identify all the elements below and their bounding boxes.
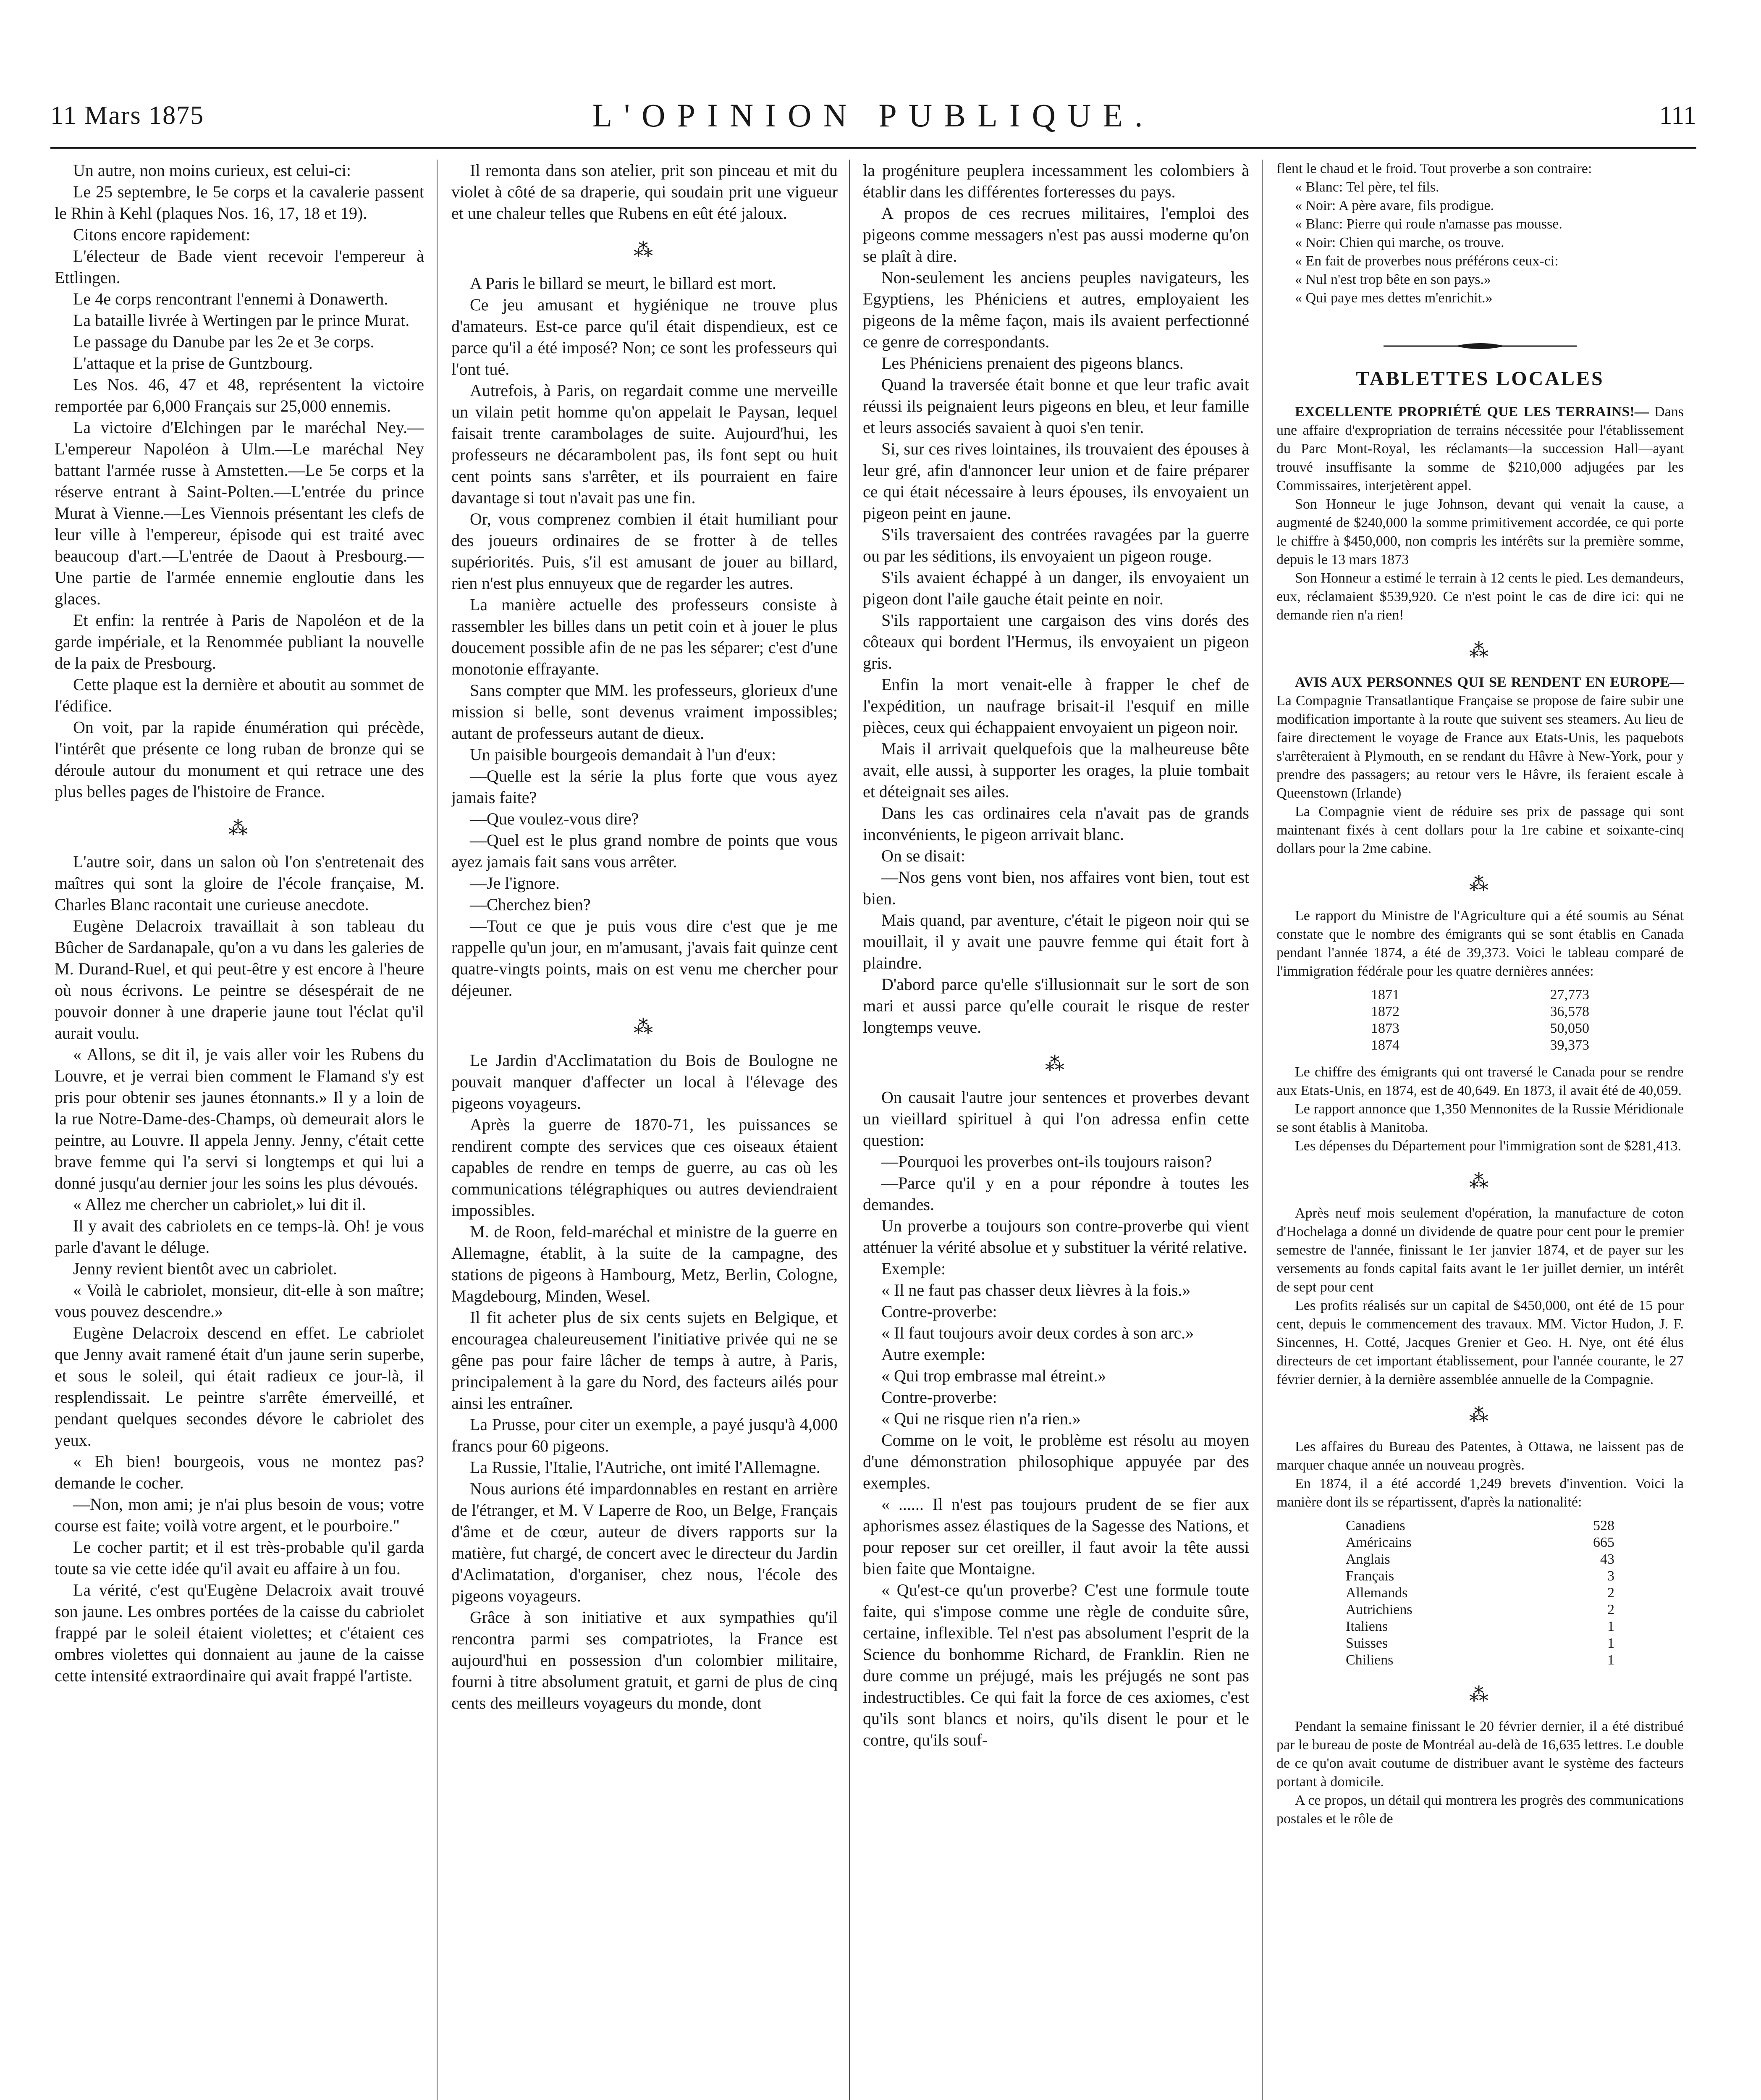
item-text: La Compagnie Transatlantique Française se propose de faire subir une modification importante à la route que suivent ses steamers. Au lieu de faire directement le voyage de France aux Etats-Unis, les paquebots s'arrêteraient à Plymouth, en se rendant du Hâvre à New-York, pour y prendre des passagers; au retour vers le Hâvre, ils feraient escale à Queenstown (Irlande) bbox=[1276, 693, 1684, 801]
asterism-separator: ⁂ bbox=[1045, 1053, 1067, 1074]
paragraph: Un paisible bourgeois demandait à l'un d'eux: bbox=[470, 745, 776, 764]
table-cell-value: 3 bbox=[1607, 1568, 1614, 1584]
table-cell-value: 50,050 bbox=[1550, 1021, 1589, 1036]
proverb-line: « Nul n'est trop bête en son pays.» bbox=[1295, 272, 1491, 287]
paragraph: Les dépenses du Département pour l'immigration sont de $281,413. bbox=[1295, 1138, 1682, 1154]
table-row bbox=[1346, 1635, 1614, 1652]
tablettes-emigration bbox=[1276, 907, 1684, 1155]
paragraph: « Il faut toujours avoir deux cordes à son arc.» bbox=[881, 1323, 1194, 1342]
table-row bbox=[1346, 1551, 1614, 1568]
proverb-line: « Blanc: Tel père, tel fils. bbox=[1295, 179, 1439, 195]
paragraph: D'abord parce qu'elle s'illusionnait sur le sort de son mari et aussi parce qu'elle courait le risque de rester longtemps veuve. bbox=[863, 975, 1249, 1037]
proverbes-article bbox=[863, 1087, 1249, 1751]
paragraph: L'attaque et la prise de Guntzbourg. bbox=[73, 354, 313, 373]
paragraph: Sans compter que MM. les professeurs, glorieux d'une mission si belle, sont devenus vraiment impossibles; autant de professeurs autant de dieux. bbox=[451, 681, 838, 743]
table-cell-label: Chiliens bbox=[1346, 1652, 1394, 1668]
paragraph: Après la guerre de 1870-71, les puissances se rendirent compte des services que ces oiseaux étaient capables de rendre en temps de guerre, au cas où les communications télégraphiques ou autres deviendraient impossibles. bbox=[451, 1115, 838, 1220]
paragraph: Contre-proverbe: bbox=[881, 1302, 997, 1321]
table-cell-label: Français bbox=[1346, 1568, 1394, 1584]
paragraph: —Pourquoi les proverbes ont-ils toujours raison? bbox=[881, 1152, 1212, 1171]
paragraph: Le rapport du Ministre de l'Agriculture qui a été soumis au Sénat constate que le nombre des émigrants qui se sont établis en Canada pendant l'année 1874, a été de 39,373. Voici le tableau comparé de l'immigration fédérale pour les quatre dernières années: bbox=[1276, 908, 1684, 979]
paragraph: Autrefois, à Paris, on regardait comme une merveille un vilain petit homme qu'on appelait le Paysan, lequel faisait trente carambolages de suite. Aujourd'hui, les professeurs ne décarambolent pas, ils font sept ou huit cent points sans s'arrêter, et ils pourraient en faire davantage si tout n'avait pas une fin. bbox=[451, 381, 838, 507]
paragraph: Contre-proverbe: bbox=[881, 1388, 997, 1407]
table-cell-year: 1873 bbox=[1371, 1021, 1399, 1036]
table-cell-year: 1874 bbox=[1371, 1037, 1399, 1053]
item-lead: EXCELLENTE PROPRIÉTÉ QUE LES TERRAINS!— bbox=[1295, 404, 1649, 420]
paragraph: Son Honneur a estimé le terrain à 12 cents le pied. Les demandeurs, eux, réclamaient $539,920. Ce n'est point le cas de dire ici: qui ne demande rien n'a rien! bbox=[1276, 570, 1684, 623]
table-row bbox=[1371, 1003, 1589, 1020]
asterism-separator: ⁂ bbox=[1469, 1684, 1491, 1705]
table-cell-value: 36,578 bbox=[1550, 1004, 1589, 1019]
paragraph: Or, vous comprenez combien il était humiliant pour des joueurs ordinaires de se frotter à de telles supériorités. Puis, s'il est amusant de jouer au billard, rien n'est plus ennuyeux que de regarder les autres. bbox=[451, 509, 838, 593]
paragraph: « ...... Il n'est pas toujours prudent de se fier aux aphorismes assez élastiques de la Sagesse des Nations, et pour reposer sur cet oreiller, il faut avoir la tête aussi bien faite que Montaigne. bbox=[863, 1495, 1249, 1578]
tablettes-hochelaga bbox=[1276, 1204, 1684, 1389]
asterism-separator: ⁂ bbox=[1469, 640, 1491, 661]
paragraph: S'ils rapportaient une cargaison des vins dorés des côteaux qui bordent l'Hermus, ils envoyaient un pigeon gris. bbox=[863, 611, 1249, 672]
table-cell-year: 1872 bbox=[1371, 1004, 1399, 1019]
table-cell-value: 665 bbox=[1593, 1535, 1614, 1550]
table-row bbox=[1346, 1618, 1614, 1635]
paragraph: La victoire d'Elchingen par le maréchal Ney.—L'empereur Napoléon à Ulm.—Le maréchal Ney battant l'armée russe à Amstetten.—Le 5e corps et la réserve entrant à Saint-Polten.—L'entrée du prince Murat à Vienne.—Les Viennois présentant les clefs de leur ville à l'empereur, épisode qui est traité avec beaucoup d'art.—L'entrée de Daout à Presbourg.—Une partie de l'armée ennemie engloutie dans les glaces. bbox=[55, 418, 424, 608]
paragraph: Citons encore rapidement: bbox=[73, 225, 251, 244]
section-title: TABLETTES LOCALES bbox=[1356, 368, 1604, 390]
column-3 bbox=[863, 160, 1249, 2100]
table-row bbox=[1346, 1652, 1614, 1669]
asterism-separator: ⁂ bbox=[1469, 873, 1491, 895]
table-cell-value: 43 bbox=[1600, 1551, 1614, 1567]
item-text: Dans une affaire d'expropriation de terrains nécessitée pour l'établissement du Parc Mont-Royal, les réclamants—la succession Hall—ayant trouvé insuffisante la somme de $210,000 adjugées par les Commissaires, interjetèrent appel. bbox=[1276, 404, 1684, 494]
paragraph: Quand la traversée était bonne et que leur trafic avait réussi ils peignaient leurs pigeons en bleu, et leur famille et leurs associés savaient à quoi s'en tenir. bbox=[863, 375, 1249, 437]
paragraph: La Russie, l'Italie, l'Autriche, ont imité l'Allemagne. bbox=[470, 1458, 820, 1477]
paragraph: M. de Roon, feld-maréchal et ministre de la guerre en Allemagne, établit, à la suite de la campagne, des stations de pigeons à Hambourg, Metz, Berlin, Cologne, Magdebourg, Minden, Wesel. bbox=[451, 1222, 838, 1305]
paragraph: « Allez me chercher un cabriolet,» lui dit il. bbox=[73, 1195, 366, 1214]
newspaper-title: L'OPINION PUBLIQUE. bbox=[592, 97, 1155, 134]
table-cell-value: 2 bbox=[1607, 1602, 1614, 1617]
table-row bbox=[1371, 1037, 1589, 1054]
paragraph: Il y avait des cabriolets en ce temps-là. Oh! je vous parle d'avant le déluge. bbox=[55, 1216, 424, 1257]
table-cell-year: 1871 bbox=[1371, 987, 1399, 1003]
paragraph: L'électeur de Bade vient recevoir l'empereur à Ettlingen. bbox=[55, 247, 424, 287]
table-cell-label: Italiens bbox=[1346, 1619, 1388, 1634]
paragraph: A ce propos, un détail qui montrera les progrès des communications postales et le rôle de bbox=[1276, 1793, 1684, 1827]
proverb-line: « En fait de proverbes nous préférons ceux-ci: bbox=[1295, 253, 1559, 269]
paragraph: Eugène Delacroix descend en effet. Le cabriolet que Jenny avait ramené était d'un jaune serin superbe, et sous le soleil, qui était radieux ce jour-là, il resplendissait. Le peintre s'arrête émerveillé, et pendant quelques secondes dévore le cabriolet des yeux. bbox=[55, 1323, 424, 1449]
paragraph: « Qu'est-ce qu'un proverbe? C'est une formule toute faite, qui s'impose comme une règle de conduite sûre, certaine, inflexible. Tel n'est pas absolument l'esprit de la Science du bonhomme Richard, de Franklin. Rien ne dure comme un préjugé, mais les préjugés ne sont pas indestructibles. Ce qui fait la force de ces axiomes, c'est qu'ils sont blancs et noirs, qu'ils disent le pour et le contre, qu'ils souf- bbox=[863, 1580, 1249, 1749]
table-cell-value: 528 bbox=[1593, 1518, 1614, 1533]
paragraph: Comme on le voit, le problème est résolu au moyen d'une démonstration philosophique appuyée par des exemples. bbox=[863, 1431, 1249, 1492]
masthead bbox=[50, 88, 1696, 151]
tablettes-poste bbox=[1276, 1717, 1684, 1828]
item-lead: AVIS AUX PERSONNES QUI SE RENDENT EN EUROPE— bbox=[1295, 675, 1684, 690]
table-cell-label: Autrichiens bbox=[1346, 1602, 1412, 1617]
paragraph: Le 25 septembre, le 5e corps et la cavalerie passent le Rhin à Kehl (plaques Nos. 16, 17, 18 et 19). bbox=[55, 182, 424, 223]
column-1 bbox=[55, 160, 424, 2100]
table-cell-value: 1 bbox=[1607, 1635, 1614, 1651]
paragraph: A Paris le billard se meurt, le billard est mort. bbox=[470, 274, 776, 293]
tablettes-europe bbox=[1276, 673, 1684, 858]
paragraph: Grâce à son initiative et aux sympathies qu'il rencontra parmi ses compatriotes, la France est aujourd'hui en possession d'un colombier militaire, fourni à titre absolument gratuit, et garni de plus de cinq cents des meilleurs voyageurs du monde, dont bbox=[451, 1608, 838, 1712]
paragraph: —Tout ce que je puis vous dire c'est que je me rappelle qu'un jour, en m'amusant, j'avais fait quinze cent quatre-vingts points, mais on est venu me chercher pour déjeuner. bbox=[451, 916, 838, 1000]
table-cell-value: 27,773 bbox=[1550, 987, 1589, 1003]
paragraph: Jenny revient bientôt avec un cabriolet. bbox=[73, 1259, 337, 1278]
asterism-separator: ⁂ bbox=[1469, 1171, 1491, 1192]
table-cell-label: Allemands bbox=[1346, 1585, 1408, 1601]
column-2 bbox=[451, 160, 838, 2100]
paragraph: La Prusse, pour citer un exemple, a payé jusqu'à 4,000 francs pour 60 pigeons. bbox=[451, 1415, 838, 1455]
table-cell-value: 1 bbox=[1607, 1652, 1614, 1668]
issue-date: 11 Mars 1875 bbox=[50, 101, 204, 130]
paragraph: S'ils traversaient des contrées ravagées par la guerre ou par les séditions, ils envoyaient un pigeon rouge. bbox=[863, 525, 1249, 565]
table-cell-value: 2 bbox=[1607, 1585, 1614, 1601]
paragraph: —Que voulez-vous dire? bbox=[470, 809, 639, 828]
ornamental-rule bbox=[1384, 341, 1577, 351]
proverb-line: « Qui paye mes dettes m'enrichit.» bbox=[1295, 290, 1493, 306]
table-cell-value: 39,373 bbox=[1550, 1037, 1589, 1053]
paragraph: Un proverbe a toujours son contre-proverbe qui vient atténuer la vérité absolue et y substituer la vérité relative. bbox=[863, 1216, 1249, 1257]
paragraph: Le chiffre des émigrants qui ont traversé le Canada pour se rendre aux Etats-Unis, en 1874, est de 40,649. En 1873, il avait été de 40,059. bbox=[1276, 1064, 1684, 1098]
paragraph: Exemple: bbox=[881, 1259, 946, 1278]
paragraph: flent le chaud et le froid. Tout proverbe a son contraire: bbox=[1276, 161, 1592, 176]
paragraph: « Qui ne risque rien n'a rien.» bbox=[881, 1409, 1081, 1428]
paragraph: Mais il arrivait quelquefois que la malheureuse bête avait, elle aussi, à supporter les orages, la pluie tombait et déteignait ses ailes. bbox=[863, 739, 1249, 801]
paragraph: —Non, mon ami; je n'ai plus besoin de vous; votre course est faite; voilà votre argent, et le pourboire." bbox=[55, 1495, 424, 1535]
masthead-rule bbox=[50, 147, 1696, 149]
paragraph: La Compagnie vient de réduire ses prix de passage qui sont maintenant fixés à cent dollars pour la 1re cabine et soixante-cinq dollars pour la 2me cabine. bbox=[1276, 804, 1684, 856]
proverbes-continued bbox=[1276, 160, 1684, 307]
paragraph: Son Honneur le juge Johnson, devant qui venait la cause, a augmenté de $240,000 la somme primitivement accordée, ce qui porte le chiffre à $450,000, non compris les intérêts sur la première somme, depuis le 13 mars 1873 bbox=[1276, 496, 1684, 567]
paragraph: On se disait: bbox=[881, 846, 965, 865]
table-row bbox=[1371, 987, 1589, 1003]
paragraph: A propos de ces recrues militaires, l'emploi des pigeons comme messagers n'est pas aussi moderne qu'on se plaît à dire. bbox=[863, 204, 1249, 265]
paragraph: « Qui trop embrasse mal étreint.» bbox=[881, 1366, 1106, 1385]
paragraph: « Allons, se dit il, je vais aller voir les Rubens du Louvre, et je verrai bien comment le Flamand s'y est pris pour obtenir ses jaunes étonnants.» Il y a loin de la rue Notre-Dame-des-Champs, où demeurait alors le peintre, au Louvre. Il appela Jenny. Jenny, c'était cette brave femme qui l'a servi si longtemps et qui lui a donné jusqu'au dernier jour les soins les plus dévoués. bbox=[55, 1045, 424, 1192]
paragraph: Le passage du Danube par les 2e et 3e corps. bbox=[73, 332, 375, 351]
paragraph: Enfin la mort venait-elle à frapper le chef de l'expédition, un naufrage brisait-il l'esquif en mille pièces, ceux qui échappaient envoyaient un pigeon noir. bbox=[863, 675, 1249, 737]
paragraph: Autre exemple: bbox=[881, 1345, 985, 1364]
emigration-table bbox=[1371, 987, 1589, 1054]
paragraph: Pendant la semaine finissant le 20 février dernier, il a été distribué par le bureau de poste de Montréal au-delà de 16,635 lettres. Le double de ce qu'on avait coutume de distribuer avant le système des facteurs portant à domicile. bbox=[1276, 1719, 1684, 1790]
paragraph: La manière actuelle des professeurs consiste à rassembler les billes dans un petit coin et à jouer le plus doucement possible afin de ne pas les séparer; c'est d'une monotonie effrayante. bbox=[451, 595, 838, 678]
column1-article-a bbox=[55, 160, 424, 802]
proverb-line: « Noir: A père avare, fils prodigue. bbox=[1295, 198, 1494, 213]
paragraph: Les affaires du Bureau des Patentes, à Ottawa, ne laissent pas de marquer chaque année un nouveau progrès. bbox=[1276, 1439, 1684, 1473]
paragraph: Dans les cas ordinaires cela n'avait pas de grands inconvénients, le pigeon arrivait blanc. bbox=[863, 803, 1249, 844]
paragraph: Le 4e corps rencontrant l'ennemi à Donawerth. bbox=[73, 289, 388, 308]
table-cell-label: Anglais bbox=[1346, 1551, 1390, 1567]
paragraph: —Nos gens vont bien, nos affaires vont bien, tout est bien. bbox=[863, 868, 1249, 908]
table-row bbox=[1346, 1601, 1614, 1618]
table-row bbox=[1371, 1020, 1589, 1037]
pigeons-article bbox=[451, 1050, 838, 1714]
paragraph: « Il ne faut pas chasser deux lièvres à la fois.» bbox=[881, 1281, 1191, 1299]
paragraph: Eugène Delacroix travaillait à son tableau du Bûcher de Sardanapale, qu'on a vu dans les galeries de M. Durand-Ruel, et qui peut-être y est encore à l'heure où nous écrivons. Le peintre se désespérait de ne pouvoir donner à une draperie jaune tout l'éclat qu'il aurait voulu. bbox=[55, 916, 424, 1042]
pigeons-continued bbox=[863, 160, 1249, 1038]
tablettes-brevets bbox=[1276, 1438, 1684, 1669]
paragraph: Mais quand, par aventure, c'était le pigeon noir qui se mouillait, il y avait une pauvre femme qui était fort à plaindre. bbox=[863, 911, 1249, 972]
paragraph: —Parce qu'il y en a pour répondre à toutes les demandes. bbox=[863, 1173, 1249, 1214]
page-number: 111 bbox=[1659, 101, 1696, 130]
paragraph: la progéniture peuplera incessamment les colombiers à établir dans les différentes forteresses du pays. bbox=[863, 161, 1249, 201]
paragraph: Non-seulement les anciens peuples navigateurs, les Egyptiens, les Phéniciens et autres, employaient les pigeons de la même façon, mais ils avaient perfectionné ce genre de correspondants. bbox=[863, 268, 1249, 351]
proverb-line: « Blanc: Pierre qui roule n'amasse pas mousse. bbox=[1295, 216, 1562, 232]
paragraph: Ce jeu amusant et hygiénique ne trouve plus d'amateurs. Est-ce parce qu'il était dispendieux, est ce parce qu'il a été imposé? Non; ce sont les professeurs qui l'ont tué. bbox=[451, 295, 838, 378]
table-cell-value: 1 bbox=[1607, 1619, 1614, 1634]
table-cell-label: Suisses bbox=[1346, 1635, 1388, 1651]
paragraph: Après neuf mois seulement d'opération, la manufacture de coton d'Hochelaga a donné un dividende de quatre pour cent pour le premier semestre de l'année, finissant le 1er janvier 1874, et de payer sur les versements au fonds capital faits avant le 1er juillet dernier, un intérêt de sept pour cent bbox=[1276, 1205, 1684, 1295]
billard-article bbox=[451, 273, 838, 1001]
paragraph: S'ils avaient échappé à un danger, ils envoyaient un pigeon dont l'aile gauche était peinte en noir. bbox=[863, 568, 1249, 608]
paragraph: Les Phéniciens prenaient des pigeons blancs. bbox=[881, 354, 1184, 373]
paragraph: Si, sur ces rives lointaines, ils trouvaient des épouses à leur gré, afin d'annoncer leur union et de faire préparer ce qui était nécessaire à leurs épouses, ils envoyaient un pigeon peint en jaune. bbox=[863, 439, 1249, 522]
paragraph: « Eh bien! bourgeois, vous ne montez pas? demande le cocher. bbox=[55, 1452, 424, 1492]
column-divider bbox=[437, 160, 438, 2100]
paragraph: —Je l'ignore. bbox=[470, 874, 560, 892]
column-divider bbox=[1262, 160, 1263, 2100]
paragraph: On voit, par la rapide énumération qui précède, l'intérêt que présente ce long ruban de bronze qui se déroule autour du monument et qui retrace une des plus belles pages de l'histoire de France. bbox=[55, 718, 424, 801]
table-row bbox=[1346, 1517, 1614, 1534]
paragraph: —Cherchez bien? bbox=[470, 895, 591, 914]
paragraph: Un autre, non moins curieux, est celui-ci: bbox=[73, 161, 351, 180]
paragraph: Les Nos. 46, 47 et 48, représentent la victoire remportée par 6,000 Français sur 25,000 ennemis. bbox=[55, 375, 424, 415]
tablettes-propriete bbox=[1276, 403, 1684, 625]
paragraph: Le rapport annonce que 1,350 Mennonites de la Russie Méridionale se sont établis à Manitoba. bbox=[1276, 1101, 1684, 1135]
column-divider bbox=[849, 160, 850, 2100]
brevets-table bbox=[1346, 1517, 1614, 1669]
paragraph: On causait l'autre jour sentences et proverbes devant un vieillard spirituel à qui l'on adressa enfin cette question: bbox=[863, 1088, 1249, 1150]
paragraph: La vérité, c'est qu'Eugène Delacroix avait trouvé son jaune. Les ombres portées de la caisse du cabriolet frappé par le soleil étaient violettes; et c'étaient ces ombres violettes qui donnaient au jaune de la caisse cette intensité extraordinaire qui avait frappé l'artiste. bbox=[55, 1580, 424, 1685]
column1-article-b bbox=[55, 851, 424, 1686]
column-4 bbox=[1276, 160, 1684, 2100]
paragraph: « Voilà le cabriolet, monsieur, dit-elle à son maître; vous pouvez descendre.» bbox=[55, 1281, 424, 1321]
paragraph: Les profits réalisés sur un capital de $450,000, ont été de 15 pour cent, depuis le commencement des travaux. MM. Victor Hudon, J. F. Sincennes, H. Cotté, Jacques Grenier et Geo. H. Nye, ont été élus directeurs de cet important établissement, pour l'année courante, le 27 février dernier, à la dernière assemblée annuelle de la Compagnie. bbox=[1276, 1298, 1684, 1387]
asterism-separator: ⁂ bbox=[634, 239, 655, 260]
paragraph: Il remonta dans son atelier, prit son pinceau et mit du violet à côté de sa draperie, qui soudain prit une vigueur et une chaleur telles que Rubens en eût été jaloux. bbox=[451, 161, 838, 223]
asterism-separator: ⁂ bbox=[634, 1016, 655, 1037]
table-cell-label: Américains bbox=[1346, 1535, 1412, 1550]
paragraph: Et enfin: la rentrée à Paris de Napoléon et de la garde impériale, et la Renommée publiant la nouvelle de la paix de Presbourg. bbox=[55, 611, 424, 672]
table-cell-label: Canadiens bbox=[1346, 1518, 1405, 1533]
table-row bbox=[1346, 1568, 1614, 1585]
table-row bbox=[1346, 1585, 1614, 1601]
paragraph: En 1874, il a été accordé 1,249 brevets d'invention. Voici la manière dont ils se répartissent, d'après la nationalité: bbox=[1276, 1476, 1684, 1510]
table-row bbox=[1346, 1534, 1614, 1551]
paragraph: L'autre soir, dans un salon où l'on s'entretenait des maîtres qui sont la gloire de l'école française, M. Charles Blanc racontait une curieuse anecdote. bbox=[55, 852, 424, 914]
asterism-separator: ⁂ bbox=[228, 817, 250, 839]
paragraph: Cette plaque est la dernière et aboutit au sommet de l'édifice. bbox=[55, 675, 424, 715]
paragraph: Nous aurions été impardonnables en restant en arrière de l'étranger, et M. V Laperre de Roo, un Belge, Français d'âme et de cœur, auteur de divers rapports sur la matière, fut chargé, de concert avec le directeur du Jardin d'Aclimatation, d'organiser, chez nous, l'école des pigeons voyageurs. bbox=[451, 1479, 838, 1605]
paragraph: —Quel est le plus grand nombre de points que vous ayez jamais fait sans vous arrêter. bbox=[451, 831, 838, 871]
proverb-line: « Noir: Chien qui marche, os trouve. bbox=[1295, 235, 1504, 250]
paragraph: Il fit acheter plus de six cents sujets en Belgique, et encouragea chaleureusement l'initiative privée qui ne se gêne pas pour faire lâcher de temps à autre, à Paris, principalement à la gare du Nord, des facteurs ailés pour ainsi les entraîner. bbox=[451, 1308, 838, 1412]
paragraph: La bataille livrée à Wertingen par le prince Murat. bbox=[73, 311, 410, 330]
paragraph: Le Jardin d'Acclimatation du Bois de Boulogne ne pouvait manquer d'affecter un local à l'élevage des pigeons voyageurs. bbox=[451, 1051, 838, 1113]
paragraph: —Quelle est la série la plus forte que vous ayez jamais faite? bbox=[451, 766, 838, 807]
asterism-separator: ⁂ bbox=[1469, 1404, 1491, 1425]
paragraph: Le cocher partit; et il est très-probable qu'il garda toute sa vie cette idée qu'il avait eu affaire à un fou. bbox=[55, 1538, 424, 1578]
